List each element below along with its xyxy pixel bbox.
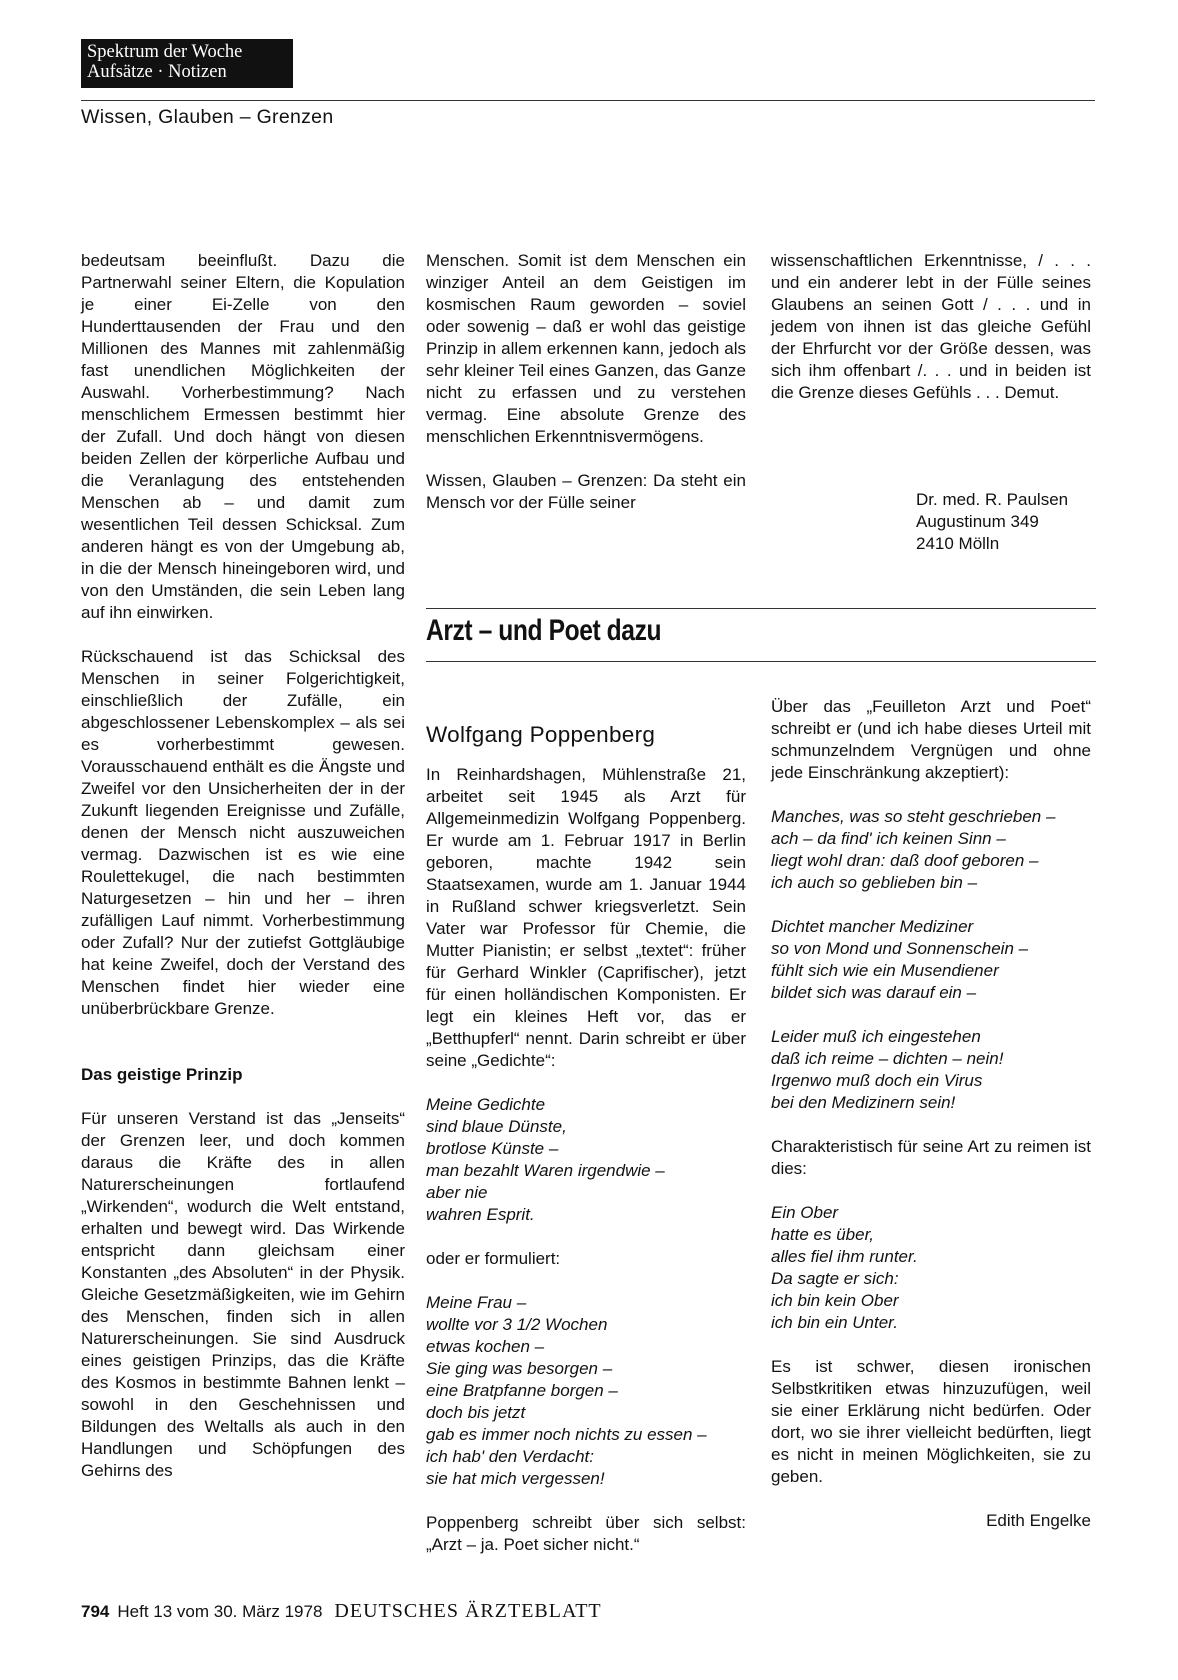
- poem: [426, 1094, 746, 1226]
- poem-line: Dichtet mancher Mediziner: [771, 917, 974, 936]
- poem-line: Sie ging was besorgen –: [426, 1359, 613, 1378]
- poem-line: bei den Medizinern sein!: [771, 1093, 956, 1112]
- poem-line: sie hat mich vergessen!: [426, 1469, 605, 1488]
- paragraph: Für unseren Verstand ist das „Jenseits“ der Grenzen leer, und doch kommen daraus die Kräfte des in allen Naturerscheinungen fortlaufend „Wirkenden“, wodurch die Welt entstand, erhalten und bewegt wird. Das Wirkende entspricht dann gleichsam einer Konstanten „des Absoluten“ in der Physik. Gleiche Gesetzmäßigkeiten, wie im Gehirn des Menschen, finden sich in allen Naturerscheinungen. Sie sind Ausdruck eines geistigen Prinzips, das die Kräfte des Kosmos in bestimmte Bahnen lenkt – sowohl in den Geschehnissen und Bildungen des Weltalls als auch in den Handlungen und Schöpfungen des Gehirns des: [81, 1109, 405, 1480]
- article-author: Wolfgang Poppenberg: [426, 722, 656, 747]
- poem-line: bildet sich was darauf ein –: [771, 983, 977, 1002]
- poem-line: Irgenwo muß doch ein Virus: [771, 1071, 983, 1090]
- paragraph: Rückschauend ist das Schicksal des Menschen in seiner Folgerichtigkeit, einschließlich der Zufälle, ein abgeschlossener Lebenskomplex – als sei es vorherbestimmt gewesen. Vorausschauend enthält es die Ängste und Zweifel vor den Unsicherheiten der in der Zukunft liegenden Ereignisse und Zufälle, denen der Mensch nicht auszuweichen vermag. Dazwischen ist es wie eine Roulettekugel, die nach bestimmten Naturgesetzen – hin und her – ihren zufälligen Lauf nimmt. Vorherbestimmung oder Zufall? Nur der zutiefst Gottgläubige hat keine Zweifel, doch der Verstand des Menschen findet hier wieder eine unüberbrückbare Grenze.: [81, 647, 405, 1018]
- poem-line: wahren Esprit.: [426, 1205, 535, 1224]
- article-column-2: [771, 696, 1091, 1532]
- poem-line: sind blaue Dünste,: [426, 1117, 567, 1136]
- paragraph: Es ist schwer, diesen ironischen Selbstkritiken etwas hinzuzufügen, weil sie einer Erklärung nicht bedürfen. Oder dort, wo sie ihrer vielleicht bedürften, liegt es nicht in meinen Möglichkeiten, sie zu geben.: [771, 1357, 1091, 1486]
- poem-line: Meine Frau –: [426, 1293, 527, 1312]
- paragraph: wissenschaftlichen Erkenntnisse, / . . . und ein anderer lebt in der Fülle seines Glaubens an seinen Gott / . . . und in jedem von ihnen ist das gleiche Gefühl der Ehrfurcht vor der Größe dessen, was sich ihm offenbart /. . . und in beiden ist die Grenze dieses Gefühls . . . Demut.: [771, 251, 1091, 402]
- poem-line: alles fiel ihm runter.: [771, 1247, 918, 1266]
- signature-line: 2410 Mölln: [916, 534, 1000, 553]
- paragraph: Wissen, Glauben – Grenzen: Da steht ein Mensch vor der Fülle seiner: [426, 471, 746, 512]
- signature-line: Dr. med. R. Paulsen: [916, 490, 1069, 509]
- poem-line: Leider muß ich eingestehen: [771, 1027, 981, 1046]
- poem: [771, 1026, 1091, 1114]
- poem-line: ich bin kein Ober: [771, 1291, 899, 1310]
- issue-info: Heft 13 vom 30. März 1978: [117, 1602, 323, 1621]
- poem-line: liegt wohl dran: daß doof geboren –: [771, 851, 1039, 870]
- article-title: Arzt – und Poet dazu: [426, 614, 662, 647]
- author-signature-engelke: Edith Engelke: [986, 1511, 1091, 1530]
- poem: [426, 1292, 746, 1490]
- poem: [771, 916, 1091, 1004]
- paragraph: Charakteristisch für seine Art zu reimen ist dies:: [771, 1137, 1091, 1178]
- poem-line: man bezahlt Waren irgendwie –: [426, 1161, 665, 1180]
- paragraph: In Reinhardshagen, Mühlenstraße 21, arbeitet seit 1945 als Arzt für Allgemeinmedizin Wolfgang Poppenberg. Er wurde am 1. Februar 1917 in Berlin geboren, machte 1942 sein Staatsexamen, wurde am 1. Januar 1944 in Rußland schwer kriegsverletzt. Sein Vater war Professor für Chemie, die Mutter Pianistin; er selbst „textet“: früher für Gerhard Winkler (Caprifischer), jetzt für einen holländischen Komponisten. Er legt ein kleines Heft vor, das er „Betthupferl“ nennt. Darin schreibt er über seine „Gedichte“:: [426, 765, 746, 1070]
- poem-line: Da sagte er sich:: [771, 1269, 899, 1288]
- poem-line: etwas kochen –: [426, 1337, 545, 1356]
- poem-line: hatte es über,: [771, 1225, 875, 1244]
- paragraph: Über das „Feuilleton Arzt und Poet“ schreibt er (und ich habe dieses Urteil mit schmunzelndem Vergnügen und ohne jede Einschränkung akzeptiert):: [771, 697, 1091, 782]
- page-number: 794: [81, 1602, 110, 1621]
- poem-line: brotlose Künste –: [426, 1139, 559, 1158]
- topic-title: Wissen, Glauben – Grenzen: [81, 106, 334, 128]
- column-2-top: [426, 250, 746, 514]
- poem-line: fühlt sich wie ein Musendiener: [771, 961, 999, 980]
- poem: [771, 806, 1091, 894]
- poem-line: eine Bratpfanne borgen –: [426, 1381, 618, 1400]
- author-signature-paulsen: [916, 489, 1068, 555]
- poem: [771, 1202, 1091, 1334]
- paragraph: oder er formuliert:: [426, 1249, 561, 1268]
- article-rule-top: [426, 608, 1096, 609]
- section-label-line2: Aufsätze · Notizen: [87, 62, 227, 82]
- poem-line: doch bis jetzt: [426, 1403, 526, 1422]
- article-column-1: [426, 720, 746, 1556]
- column-1: [81, 250, 405, 1482]
- poem-line: daß ich reime – dichten – nein!: [771, 1049, 1004, 1068]
- poem-line: ich bin ein Unter.: [771, 1313, 898, 1332]
- subheading: Das geistige Prinzip: [81, 1065, 243, 1084]
- poem-line: aber nie: [426, 1183, 488, 1202]
- publication-name: DEUTSCHES ÄRZTEBLATT: [334, 1600, 602, 1622]
- poem-line: Ein Ober: [771, 1203, 839, 1222]
- poem-line: Meine Gedichte: [426, 1095, 546, 1114]
- poem-line: ach – da find' ich keinen Sinn –: [771, 829, 1006, 848]
- column-3-top: [771, 250, 1091, 404]
- section-label-line1: Spektrum der Woche: [87, 42, 243, 62]
- poem-line: so von Mond und Sonnenschein –: [771, 939, 1029, 958]
- paragraph: bedeutsam beeinflußt. Dazu die Partnerwahl seiner Eltern, die Kopulation je einer Ei-Zelle von den Hunderttausenden der Frau und den Millionen des Mannes mit zahlenmäßig fast unendlichen Möglichkeiten der Auswahl. Vorherbestimmung? Nach menschlichem Ermessen bestimmt hier der Zufall. Und doch hängt von diesen beiden Zellen der körperliche Aufbau und die Veranlagung des entstehenden Menschen ab – und damit zum wesentlichen Teil dessen Schicksal. Zum anderen hängt es von der Umgebung ab, in die der Mensch hineingeboren wird, und von den Umständen, die sein Leben lang auf ihn einwirken.: [81, 251, 405, 622]
- poem-line: ich auch so geblieben bin –: [771, 873, 978, 892]
- section-label: [81, 39, 293, 88]
- paragraph: Menschen. Somit ist dem Menschen ein winziger Anteil an dem Geistigen im kosmischen Raum geworden – soviel oder sowenig – daß er wohl das geistige Prinzip in allem erkennen kann, jedoch als sehr kleiner Teil eines Ganzen, das Ganze nicht zu erfassen und zu verstehen vermag. Eine absolute Grenze des menschlichen Erkenntnisvermögens.: [426, 251, 746, 446]
- poem-line: wollte vor 3 1/2 Wochen: [426, 1315, 608, 1334]
- signature-line: Augustinum 349: [916, 512, 1039, 531]
- header-rule: [81, 100, 1095, 101]
- poem-line: ich hab' den Verdacht:: [426, 1447, 595, 1466]
- page-footer: [81, 1600, 602, 1623]
- article-rule-bottom: [426, 661, 1096, 662]
- poem-line: Manches, was so steht geschrieben –: [771, 807, 1056, 826]
- paragraph: Poppenberg schreibt über sich selbst: „Arzt – ja. Poet sicher nicht.“: [426, 1513, 746, 1554]
- poem-line: gab es immer noch nichts zu essen –: [426, 1425, 707, 1444]
